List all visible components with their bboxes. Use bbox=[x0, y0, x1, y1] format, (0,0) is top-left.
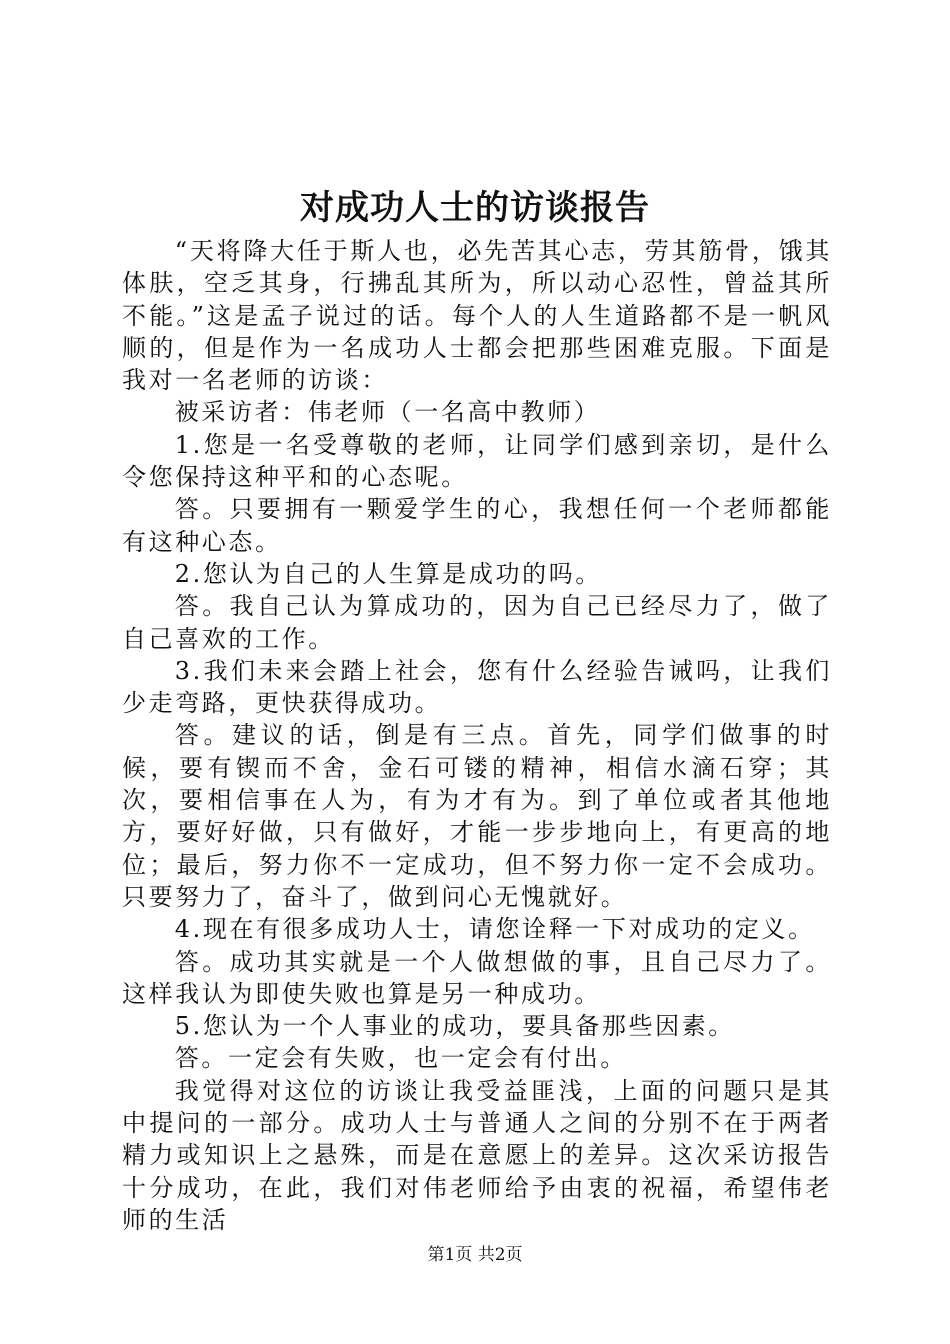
paragraph-intro: “天将降大任于斯人也，必先苦其心志，劳其筋骨，饿其体肤，空乏其身，行拂乱其所为，所以动心忍性，曾益其所不能。”这是孟子说过的话。每个人的人生道路都不是一帆风顺的，但是作为一名成功人士都会把那些困难克服。下面是我对一名老师的访谈： bbox=[122, 237, 832, 395]
paragraph-question-3: 3.我们未来会踏上社会，您有什么经验告诫吗，让我们少走弯路，更快获得成功。 bbox=[122, 656, 832, 718]
paragraph-answer-1: 答。只要拥有一颗爱学生的心，我想任何一个老师都能有这种心态。 bbox=[122, 495, 832, 556]
paragraph-question-1: 1.您是一名受尊敬的老师，让同学们感到亲切，是什么令您保持这种平和的心态呢。 bbox=[122, 430, 832, 492]
paragraph-answer-5: 答。一定会有失败，也一定会有付出。 bbox=[174, 1044, 627, 1073]
paragraph-answer-3: 答。建议的话，倒是有三点。首先，同学们做事的时候，要有锲而不舍，金石可镂的精神，相信水滴石穿；其次，要相信事在人为，有为才有为。到了单位或者其他地方，要好好做，只有做好，才能一步步地向上，有更高的地位；最后，努力你不一定成功，但不努力你一定不会成功。只要努力了，奋斗了，做到问心无愧就好。 bbox=[122, 721, 832, 911]
document-body bbox=[122, 235, 832, 1236]
paragraph-question-5: 5.您认为一个人事业的成功，要具备那些因素。 bbox=[174, 1012, 735, 1041]
paragraph-answer-2: 答。我自己认为算成功的，因为自己已经尽力了，做了自己喜欢的工作。 bbox=[122, 592, 832, 653]
paragraph-conclusion: 我觉得对这位的访谈让我受益匪浅，上面的问题只是其中提问的一部分。成功人士与普通人之间的分别不在于两者精力或知识上之悬殊，而是在意愿上的差异。这次采访报告十分成功，在此，我们对伟老师给予由衷的祝福，希望伟老师的生活 bbox=[122, 1076, 832, 1234]
paragraph-question-4: 4.现在有很多成功人士，请您诠释一下对成功的定义。 bbox=[174, 915, 815, 944]
page-number-footer: 第1页 共2页 bbox=[427, 1245, 523, 1265]
paragraph-interviewee: 被采访者：伟老师（一名高中教师） bbox=[174, 398, 601, 427]
paragraph-answer-4: 答。成功其实就是一个人做想做的事，且自己尽力了。这样我认为即使失败也算是另一种成功。 bbox=[122, 947, 832, 1008]
paragraph-question-2: 2.您认为自己的人生算是成功的吗。 bbox=[174, 559, 602, 588]
document-title: 对成功人士的访谈报告 bbox=[300, 188, 650, 228]
